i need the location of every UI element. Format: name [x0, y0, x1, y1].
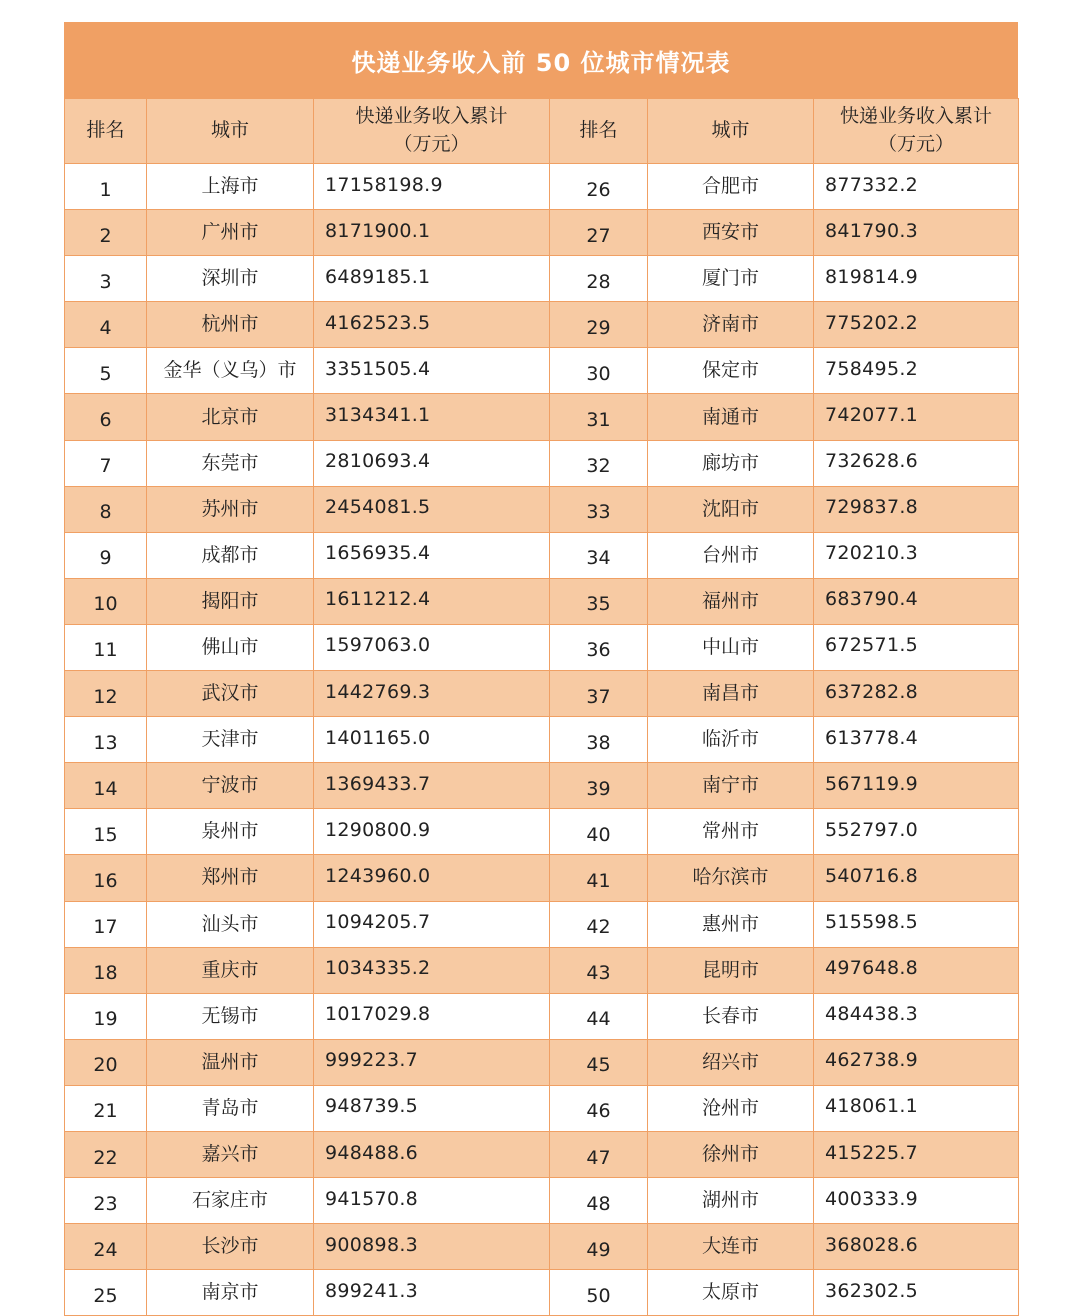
table-row — [65, 947, 1019, 993]
city-cell-left: 东莞市 — [147, 440, 314, 486]
revenue-cell-right: 775202.2 — [814, 302, 1019, 348]
table-row — [65, 532, 1019, 578]
rank-cell-left: 9 — [65, 532, 147, 578]
city-cell-left: 佛山市 — [147, 624, 314, 670]
rank-cell-left: 22 — [65, 1131, 147, 1177]
city-cell-left: 苏州市 — [147, 486, 314, 532]
city-cell-right: 惠州市 — [648, 901, 814, 947]
rank-cell-left: 17 — [65, 901, 147, 947]
rank-cell-left: 2 — [65, 210, 147, 256]
table-row — [65, 302, 1019, 348]
rank-cell-right: 49 — [550, 1224, 648, 1270]
city-cell-left: 长沙市 — [147, 1224, 314, 1270]
city-cell-right: 哈尔滨市 — [648, 855, 814, 901]
city-cell-right: 长春市 — [648, 993, 814, 1039]
revenue-cell-right: 400333.9 — [814, 1178, 1019, 1224]
city-cell-right: 大连市 — [648, 1224, 814, 1270]
city-cell-left: 杭州市 — [147, 302, 314, 348]
table-row — [65, 1085, 1019, 1131]
table-row — [65, 671, 1019, 717]
rank-cell-right: 26 — [550, 164, 648, 210]
city-cell-left: 武汉市 — [147, 671, 314, 717]
table-row — [65, 394, 1019, 440]
revenue-cell-left: 1611212.4 — [314, 578, 550, 624]
city-revenue-table — [64, 98, 1019, 1316]
rank-cell-left: 18 — [65, 947, 147, 993]
city-cell-left: 郑州市 — [147, 855, 314, 901]
revenue-cell-right: 841790.3 — [814, 210, 1019, 256]
rank-cell-right: 42 — [550, 901, 648, 947]
revenue-cell-left: 941570.8 — [314, 1178, 550, 1224]
revenue-cell-left: 1656935.4 — [314, 532, 550, 578]
revenue-cell-left: 1094205.7 — [314, 901, 550, 947]
revenue-cell-right: 729837.8 — [814, 486, 1019, 532]
city-cell-left: 北京市 — [147, 394, 314, 440]
rank-cell-right: 39 — [550, 763, 648, 809]
city-cell-right: 合肥市 — [648, 164, 814, 210]
revenue-cell-left: 1442769.3 — [314, 671, 550, 717]
city-cell-right: 临沂市 — [648, 717, 814, 763]
revenue-cell-right: 497648.8 — [814, 947, 1019, 993]
revenue-cell-left: 1401165.0 — [314, 717, 550, 763]
header-value-title: 快递业务收入累计 — [839, 105, 992, 128]
table-row — [65, 348, 1019, 394]
revenue-cell-left: 1369433.7 — [314, 763, 550, 809]
rank-cell-right: 28 — [550, 256, 648, 302]
rank-cell-right: 30 — [550, 348, 648, 394]
revenue-cell-right: 758495.2 — [814, 348, 1019, 394]
city-cell-left: 温州市 — [147, 1039, 314, 1085]
rank-cell-right: 27 — [550, 210, 648, 256]
revenue-cell-left: 999223.7 — [314, 1039, 550, 1085]
city-cell-right: 昆明市 — [648, 947, 814, 993]
table-row — [65, 624, 1019, 670]
revenue-cell-right: 720210.3 — [814, 532, 1019, 578]
revenue-cell-right: 732628.6 — [814, 440, 1019, 486]
header-value-title: 快递业务收入累计 — [355, 105, 508, 128]
table-row — [65, 440, 1019, 486]
city-cell-right: 绍兴市 — [648, 1039, 814, 1085]
table-row — [65, 1131, 1019, 1177]
city-cell-left: 天津市 — [147, 717, 314, 763]
ranking-table-container — [64, 22, 1018, 1316]
city-cell-left: 青岛市 — [147, 1085, 314, 1131]
city-cell-left: 揭阳市 — [147, 578, 314, 624]
header-city-right: 城市 — [648, 99, 814, 164]
rank-cell-right: 35 — [550, 578, 648, 624]
city-cell-right: 中山市 — [648, 624, 814, 670]
rank-cell-left: 3 — [65, 256, 147, 302]
rank-cell-right: 37 — [550, 671, 648, 717]
revenue-cell-left: 900898.3 — [314, 1224, 550, 1270]
revenue-cell-left: 1034335.2 — [314, 947, 550, 993]
rank-cell-left: 1 — [65, 164, 147, 210]
table-row — [65, 256, 1019, 302]
revenue-cell-left: 899241.3 — [314, 1270, 550, 1316]
table-row — [65, 1178, 1019, 1224]
rank-cell-right: 48 — [550, 1178, 648, 1224]
rank-cell-left: 24 — [65, 1224, 147, 1270]
rank-cell-right: 45 — [550, 1039, 648, 1085]
revenue-cell-left: 4162523.5 — [314, 302, 550, 348]
revenue-cell-right: 683790.4 — [814, 578, 1019, 624]
rank-cell-left: 15 — [65, 809, 147, 855]
city-cell-right: 沈阳市 — [648, 486, 814, 532]
rank-cell-right: 38 — [550, 717, 648, 763]
city-cell-right: 厦门市 — [648, 256, 814, 302]
rank-cell-left: 6 — [65, 394, 147, 440]
table-row — [65, 578, 1019, 624]
city-cell-left: 泉州市 — [147, 809, 314, 855]
rank-cell-left: 11 — [65, 624, 147, 670]
table-row — [65, 901, 1019, 947]
revenue-cell-right: 613778.4 — [814, 717, 1019, 763]
revenue-cell-left: 1597063.0 — [314, 624, 550, 670]
table-title: 快递业务收入前 50 位城市情况表 — [64, 22, 1018, 98]
revenue-cell-left: 948739.5 — [314, 1085, 550, 1131]
city-cell-right: 徐州市 — [648, 1131, 814, 1177]
city-cell-right: 太原市 — [648, 1270, 814, 1316]
city-cell-left: 深圳市 — [147, 256, 314, 302]
city-cell-left: 金华（义乌）市 — [147, 348, 314, 394]
city-cell-right: 济南市 — [648, 302, 814, 348]
rank-cell-left: 8 — [65, 486, 147, 532]
rank-cell-right: 33 — [550, 486, 648, 532]
rank-cell-left: 23 — [65, 1178, 147, 1224]
city-cell-left: 广州市 — [147, 210, 314, 256]
revenue-cell-left: 17158198.9 — [314, 164, 550, 210]
rank-cell-right: 41 — [550, 855, 648, 901]
table-row — [65, 855, 1019, 901]
table-row — [65, 486, 1019, 532]
city-cell-right: 沧州市 — [648, 1085, 814, 1131]
city-cell-right: 台州市 — [648, 532, 814, 578]
city-cell-left: 无锡市 — [147, 993, 314, 1039]
city-cell-left: 石家庄市 — [147, 1178, 314, 1224]
table-row — [65, 763, 1019, 809]
revenue-cell-right: 515598.5 — [814, 901, 1019, 947]
revenue-cell-right: 484438.3 — [814, 993, 1019, 1039]
header-city-left: 城市 — [147, 99, 314, 164]
revenue-cell-right: 540716.8 — [814, 855, 1019, 901]
revenue-cell-right: 418061.1 — [814, 1085, 1019, 1131]
revenue-cell-left: 1017029.8 — [314, 993, 550, 1039]
table-row — [65, 993, 1019, 1039]
revenue-cell-left: 1290800.9 — [314, 809, 550, 855]
city-cell-left: 汕头市 — [147, 901, 314, 947]
rank-cell-right: 29 — [550, 302, 648, 348]
rank-cell-right: 47 — [550, 1131, 648, 1177]
revenue-cell-right: 552797.0 — [814, 809, 1019, 855]
revenue-cell-left: 3351505.4 — [314, 348, 550, 394]
rank-cell-left: 7 — [65, 440, 147, 486]
table-row — [65, 1039, 1019, 1085]
city-cell-left: 成都市 — [147, 532, 314, 578]
revenue-cell-right: 877332.2 — [814, 164, 1019, 210]
rank-cell-right: 40 — [550, 809, 648, 855]
header-rank-right: 排名 — [550, 99, 648, 164]
header-value-unit: （万元） — [877, 133, 954, 155]
revenue-cell-left: 8171900.1 — [314, 210, 550, 256]
table-row — [65, 210, 1019, 256]
rank-cell-left: 13 — [65, 717, 147, 763]
city-cell-left: 重庆市 — [147, 947, 314, 993]
revenue-cell-left: 2810693.4 — [314, 440, 550, 486]
rank-cell-right: 43 — [550, 947, 648, 993]
rank-cell-right: 44 — [550, 993, 648, 1039]
rank-cell-left: 21 — [65, 1085, 147, 1131]
rank-cell-left: 14 — [65, 763, 147, 809]
city-cell-left: 宁波市 — [147, 763, 314, 809]
revenue-cell-right: 415225.7 — [814, 1131, 1019, 1177]
table-body — [65, 164, 1019, 1316]
rank-cell-left: 4 — [65, 302, 147, 348]
rank-cell-right: 31 — [550, 394, 648, 440]
rank-cell-right: 34 — [550, 532, 648, 578]
revenue-cell-right: 362302.5 — [814, 1270, 1019, 1316]
table-row — [65, 1270, 1019, 1316]
revenue-cell-left: 6489185.1 — [314, 256, 550, 302]
rank-cell-left: 5 — [65, 348, 147, 394]
city-cell-right: 南昌市 — [648, 671, 814, 717]
revenue-cell-left: 3134341.1 — [314, 394, 550, 440]
table-row — [65, 809, 1019, 855]
revenue-cell-left: 948488.6 — [314, 1131, 550, 1177]
header-value-left — [314, 99, 550, 164]
table-row — [65, 164, 1019, 210]
header-value-right — [814, 99, 1019, 164]
revenue-cell-right: 742077.1 — [814, 394, 1019, 440]
header-rank-left: 排名 — [65, 99, 147, 164]
rank-cell-left: 25 — [65, 1270, 147, 1316]
revenue-cell-left: 1243960.0 — [314, 855, 550, 901]
city-cell-right: 南宁市 — [648, 763, 814, 809]
rank-cell-right: 50 — [550, 1270, 648, 1316]
table-row — [65, 717, 1019, 763]
city-cell-left: 嘉兴市 — [147, 1131, 314, 1177]
revenue-cell-right: 637282.8 — [814, 671, 1019, 717]
city-cell-right: 保定市 — [648, 348, 814, 394]
city-cell-right: 福州市 — [648, 578, 814, 624]
city-cell-right: 常州市 — [648, 809, 814, 855]
table-row — [65, 1224, 1019, 1270]
rank-cell-left: 16 — [65, 855, 147, 901]
city-cell-left: 上海市 — [147, 164, 314, 210]
revenue-cell-right: 819814.9 — [814, 256, 1019, 302]
rank-cell-right: 36 — [550, 624, 648, 670]
rank-cell-right: 46 — [550, 1085, 648, 1131]
revenue-cell-left: 2454081.5 — [314, 486, 550, 532]
city-cell-left: 南京市 — [147, 1270, 314, 1316]
rank-cell-left: 20 — [65, 1039, 147, 1085]
revenue-cell-right: 672571.5 — [814, 624, 1019, 670]
rank-cell-left: 19 — [65, 993, 147, 1039]
city-cell-right: 湖州市 — [648, 1178, 814, 1224]
revenue-cell-right: 462738.9 — [814, 1039, 1019, 1085]
revenue-cell-right: 567119.9 — [814, 763, 1019, 809]
rank-cell-left: 10 — [65, 578, 147, 624]
header-value-unit: （万元） — [393, 133, 470, 155]
revenue-cell-right: 368028.6 — [814, 1224, 1019, 1270]
city-cell-right: 南通市 — [648, 394, 814, 440]
city-cell-right: 西安市 — [648, 210, 814, 256]
rank-cell-right: 32 — [550, 440, 648, 486]
city-cell-right: 廊坊市 — [648, 440, 814, 486]
rank-cell-left: 12 — [65, 671, 147, 717]
table-header-row — [65, 99, 1019, 164]
